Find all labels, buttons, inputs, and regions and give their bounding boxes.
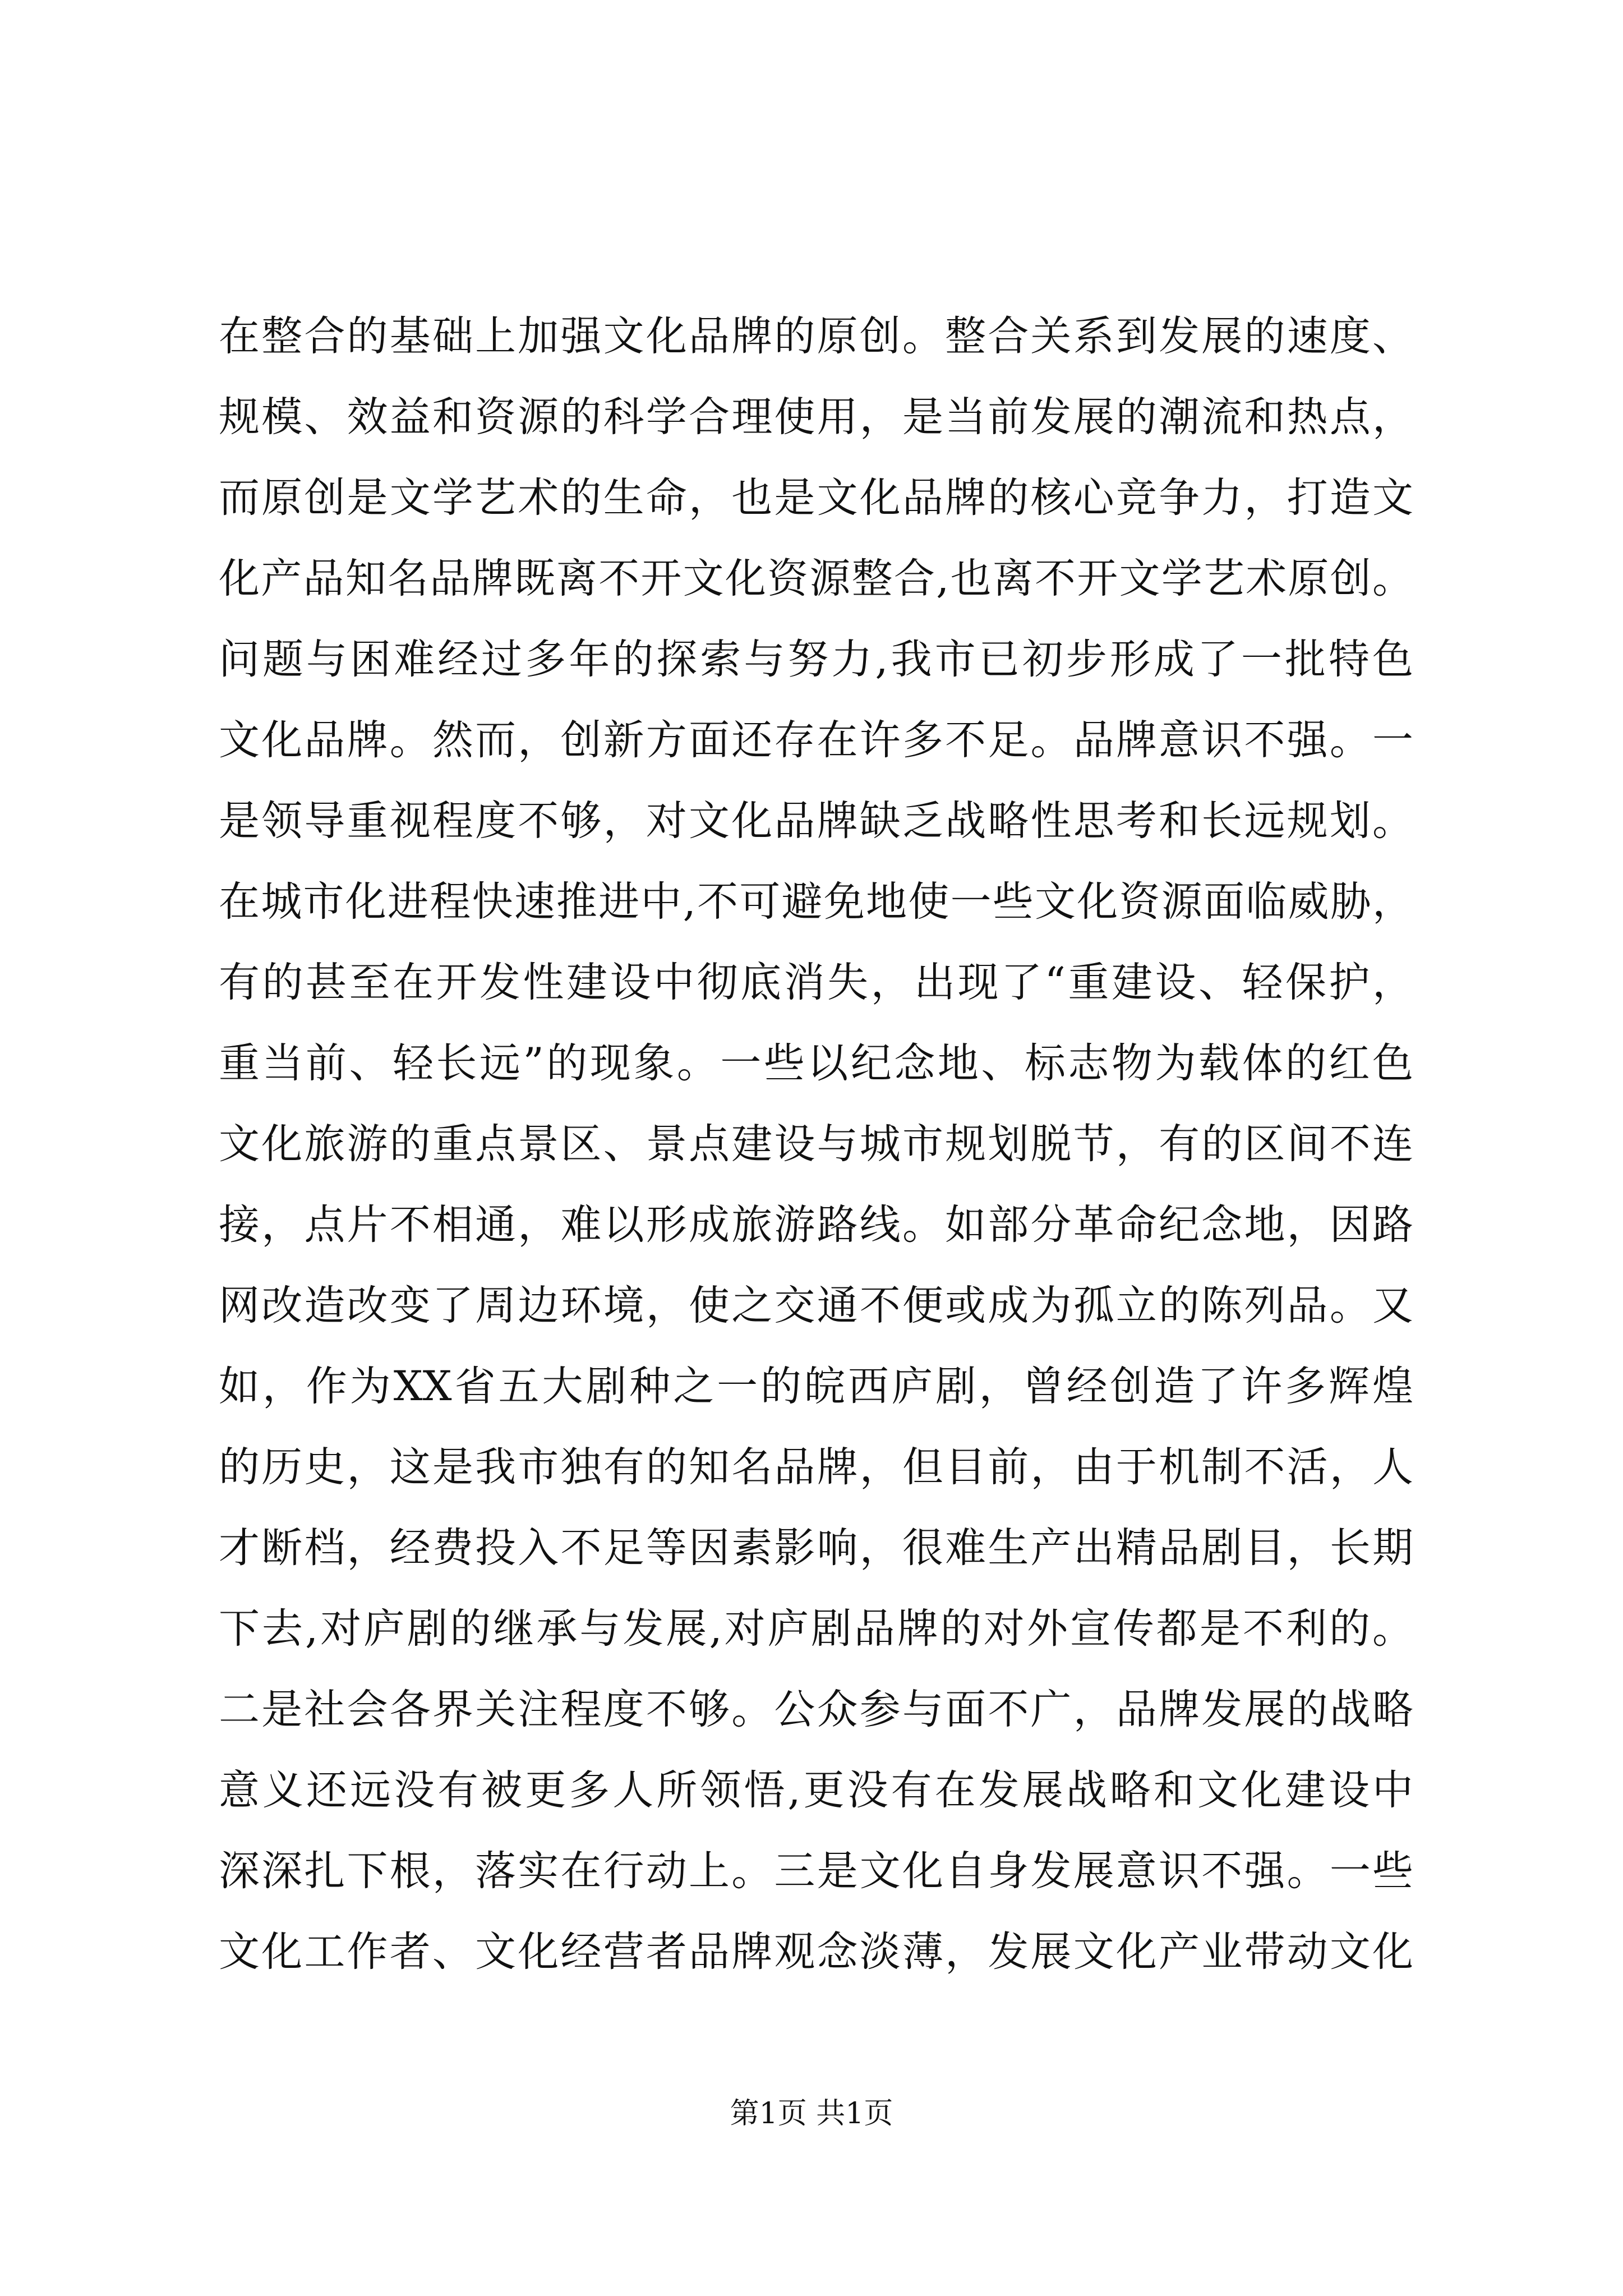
text-line: 的历史，这是我市独有的知名品牌，但目前，由于机制不活，人 — [219, 1443, 1413, 1491]
text-line: 如，作为XX省五大剧种之一的皖西庐剧，曾经创造了许多辉煌 — [219, 1363, 1413, 1410]
text-line: 二是社会各界关注程度不够。公众参与面不广，品牌发展的战略 — [219, 1686, 1413, 1733]
text-line: 网改造改变了周边环境，使之交通不便或成为孤立的陈列品。又 — [219, 1282, 1413, 1329]
text-line: 而原创是文学艺术的生命，也是文化品牌的核心竞争力，打造文 — [219, 474, 1413, 522]
page-number-label: 第1页 共1页 — [730, 2097, 893, 2131]
text-line: 意义还远没有被更多人所领悟,更没有在发展战略和文化建设中 — [219, 1766, 1413, 1814]
page-footer — [0, 2094, 1623, 2133]
text-line: 下去,对庐剧的继承与发展,对庐剧品牌的对外宣传都是不利的。 — [219, 1605, 1413, 1653]
text-line: 接，点片不相通，难以形成旅游路线。如部分革命纪念地，因路 — [219, 1201, 1413, 1249]
text-line: 重当前、轻长远”的现象。一些以纪念地、标志物为载体的红色 — [219, 1039, 1413, 1087]
text-line: 有的甚至在开发性建设中彻底消失，出现了“重建设、轻保护， — [219, 959, 1413, 1006]
text-line: 深深扎下根，落实在行动上。三是文化自身发展意识不强。一些 — [219, 1847, 1413, 1895]
text-line: 在整合的基础上加强文化品牌的原创。整合关系到发展的速度、 — [219, 312, 1413, 360]
text-line: 是领导重视程度不够，对文化品牌缺乏战略性思考和长远规划。 — [219, 797, 1413, 845]
text-line: 才断档，经费投入不足等因素影响，很难生产出精品剧目，长期 — [219, 1524, 1413, 1572]
body-text — [219, 296, 1413, 1993]
text-line: 文化工作者、文化经营者品牌观念淡薄，发展文化产业带动文化 — [219, 1928, 1413, 1976]
text-line: 文化品牌。然而，创新方面还存在许多不足。品牌意识不强。一 — [219, 716, 1413, 764]
text-line: 在城市化进程快速推进中,不可避免地使一些文化资源面临威胁， — [219, 878, 1413, 926]
text-line: 文化旅游的重点景区、景点建设与城市规划脱节，有的区间不连 — [219, 1120, 1413, 1168]
text-line: 化产品知名品牌既离不开文化资源整合,也离不开文学艺术原创。 — [219, 555, 1413, 602]
text-line: 规模、效益和资源的科学合理使用，是当前发展的潮流和热点， — [219, 393, 1413, 441]
text-line: 问题与困难经过多年的探索与努力,我市已初步形成了一批特色 — [219, 636, 1413, 683]
